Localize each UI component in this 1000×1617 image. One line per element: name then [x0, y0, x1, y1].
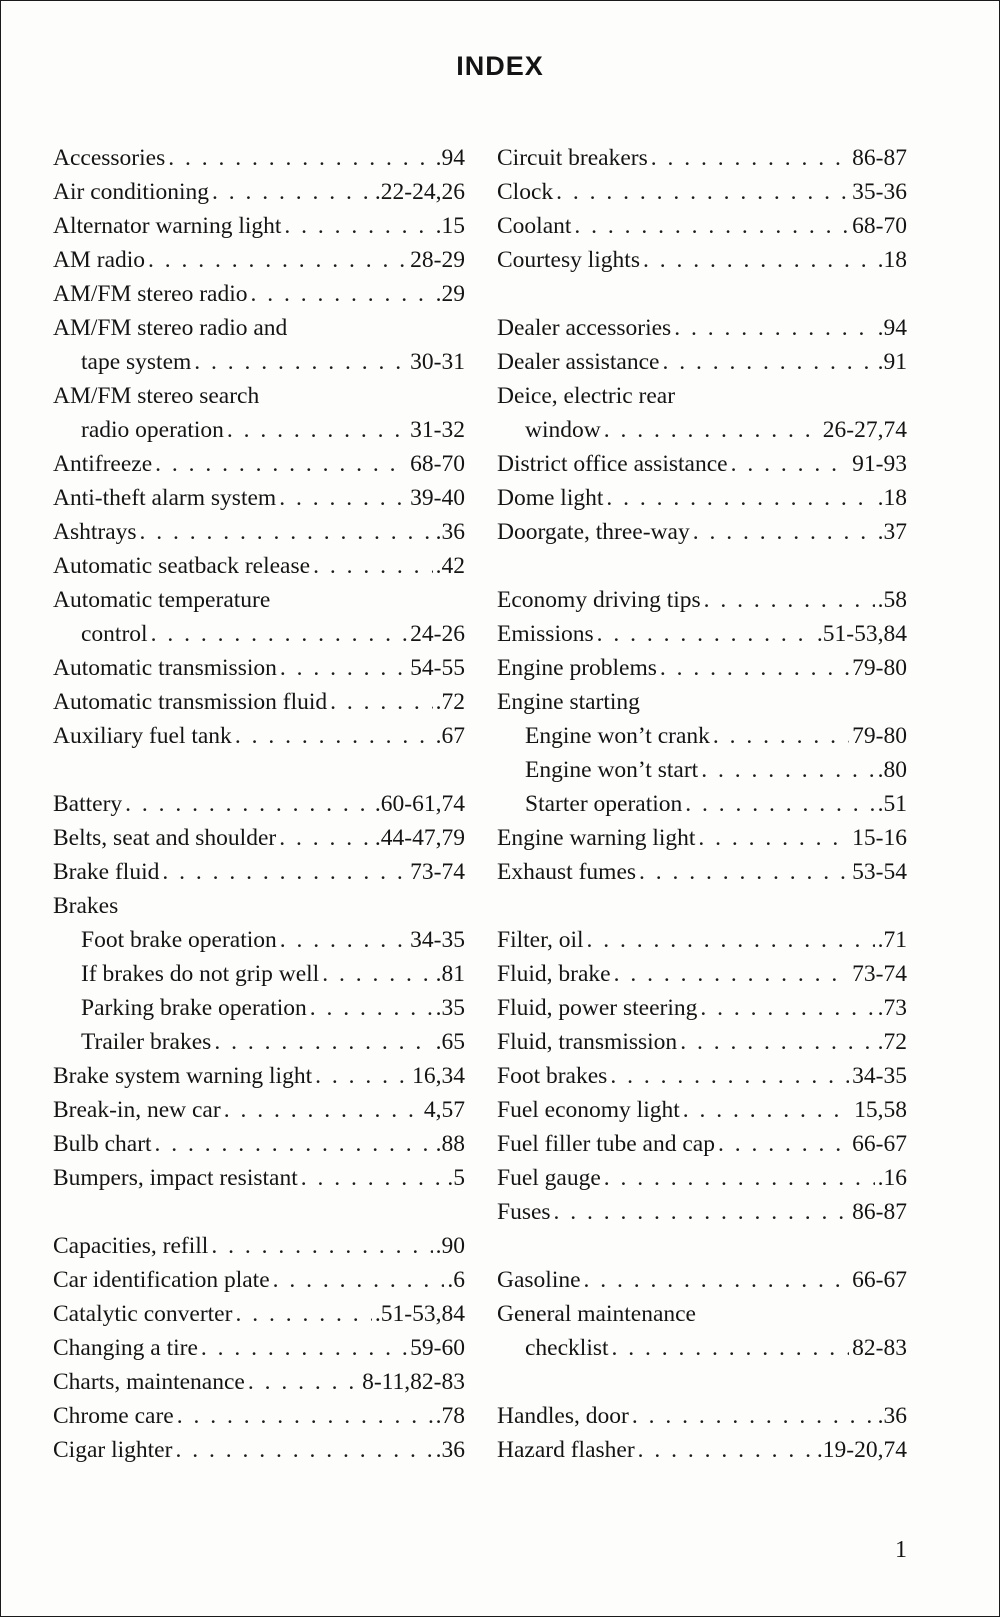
index-entry — [53, 1331, 465, 1365]
index-entry — [53, 481, 465, 515]
index-term: Dome light — [497, 485, 604, 511]
index-page-ref: .80 — [877, 757, 907, 783]
index-term: Anti-theft alarm system — [53, 485, 277, 511]
index-entry — [53, 175, 465, 209]
index-page-ref: 73-74 — [410, 859, 465, 885]
dot-leader — [614, 957, 850, 991]
dot-leader — [248, 1365, 359, 1399]
index-entry — [53, 719, 465, 753]
index-entry — [497, 379, 907, 413]
index-term: Filter, oil — [497, 927, 584, 953]
index-term: District office assistance — [497, 451, 728, 477]
index-page-ref: .88 — [435, 1131, 465, 1157]
index-entry — [53, 345, 465, 379]
index-entry — [53, 1399, 465, 1433]
index-page-ref: .94 — [435, 145, 465, 171]
dot-leader — [556, 175, 849, 209]
index-entry — [53, 617, 465, 651]
dot-leader — [235, 1297, 371, 1331]
index-entry — [53, 379, 465, 413]
index-entry — [53, 1059, 465, 1093]
index-page-ref: .5 — [447, 1165, 465, 1191]
index-page-ref: .37 — [877, 519, 907, 545]
index-term: Antifreeze — [53, 451, 153, 477]
dot-leader — [610, 1059, 849, 1093]
index-page-ref: .94 — [877, 315, 907, 341]
index-term: Exhaust fumes — [497, 859, 637, 885]
dot-leader — [280, 651, 407, 685]
index-term: Handles, door — [497, 1403, 629, 1429]
index-entry — [497, 583, 907, 617]
index-term: checklist — [525, 1335, 609, 1361]
dot-leader — [685, 787, 874, 821]
index-term: General maintenance — [497, 1301, 696, 1327]
index-term: Belts, seat and shoulder — [53, 825, 277, 851]
dot-leader — [273, 1263, 445, 1297]
index-page-ref: 34-35 — [410, 927, 465, 953]
dot-leader — [604, 1161, 875, 1195]
index-entry — [53, 1263, 465, 1297]
index-term: Fuel filler tube and cap — [497, 1131, 715, 1157]
index-page-ref: 30-31 — [410, 349, 465, 375]
dot-leader — [597, 617, 814, 651]
dot-leader — [662, 345, 874, 379]
index-page-ref: .6 — [447, 1267, 465, 1293]
index-page-ref: .42 — [435, 553, 465, 579]
index-term: Engine problems — [497, 655, 657, 681]
index-term: Dealer assistance — [497, 349, 660, 375]
index-entry — [53, 685, 465, 719]
index-spacer — [497, 549, 907, 583]
index-column-left — [53, 141, 465, 1467]
dot-leader — [279, 821, 372, 855]
index-term: Courtesy lights — [497, 247, 640, 273]
dot-leader — [704, 583, 875, 617]
index-entry — [497, 1127, 907, 1161]
index-term: Battery — [53, 791, 123, 817]
index-entry — [53, 651, 465, 685]
index-entry — [53, 277, 465, 311]
dot-leader — [674, 311, 874, 345]
index-page-ref: 86-87 — [852, 1199, 907, 1225]
index-term: Brake fluid — [53, 859, 160, 885]
index-term: Fluid, power steering — [497, 995, 698, 1021]
index-entry — [497, 1331, 907, 1365]
index-term: Bumpers, impact resistant — [53, 1165, 298, 1191]
index-page-ref: 86-87 — [852, 145, 907, 171]
index-entry — [53, 447, 465, 481]
dot-leader — [574, 209, 849, 243]
dot-leader — [177, 1399, 433, 1433]
index-entry — [53, 1025, 465, 1059]
dot-leader — [683, 1093, 851, 1127]
index-entry — [497, 311, 907, 345]
index-page-ref: 8-11,82-83 — [362, 1369, 465, 1395]
index-term: Economy driving tips — [497, 587, 701, 613]
dot-leader — [211, 1229, 432, 1263]
index-term: tape system — [81, 349, 192, 375]
index-page-ref: .72 — [435, 689, 465, 715]
index-page-ref: .35 — [435, 995, 465, 1021]
index-page-ref: .16 — [877, 1165, 907, 1191]
index-term: Engine starting — [497, 689, 640, 715]
index-entry — [497, 821, 907, 855]
dot-leader — [212, 175, 372, 209]
index-entry — [497, 345, 907, 379]
index-entry — [497, 787, 907, 821]
index-page-ref: .22-24,26 — [374, 179, 465, 205]
index-term: window — [525, 417, 601, 443]
index-page-ref: 91-93 — [852, 451, 907, 477]
index-term: Doorgate, three-way — [497, 519, 690, 545]
index-spacer — [497, 1365, 907, 1399]
index-entry — [497, 651, 907, 685]
index-term: Alternator warning light — [53, 213, 282, 239]
index-entry — [497, 209, 907, 243]
dot-leader — [162, 855, 407, 889]
index-entry — [497, 243, 907, 277]
index-term: Automatic seatback release — [53, 553, 311, 579]
index-page-ref: .51-53,84 — [374, 1301, 465, 1327]
dot-leader — [224, 1093, 421, 1127]
index-entry — [497, 719, 907, 753]
index-term: Capacities, refill — [53, 1233, 209, 1259]
index-spacer — [53, 753, 465, 787]
dot-leader — [606, 481, 874, 515]
index-entry — [53, 583, 465, 617]
index-entry — [53, 413, 465, 447]
index-page-ref: .51 — [877, 791, 907, 817]
index-entry — [53, 1433, 465, 1467]
index-entry — [497, 855, 907, 889]
index-term: Fuel economy light — [497, 1097, 680, 1123]
index-term: Fluid, transmission — [497, 1029, 678, 1055]
index-page-ref: 66-67 — [852, 1131, 907, 1157]
index-page-ref: 16,34 — [412, 1063, 465, 1089]
dot-leader — [651, 141, 849, 175]
index-entry — [53, 141, 465, 175]
index-term: Parking brake operation — [81, 995, 307, 1021]
index-entry — [53, 821, 465, 855]
index-term: Foot brake operation — [81, 927, 277, 953]
index-page-ref: .44-47,79 — [374, 825, 465, 851]
dot-leader — [313, 549, 433, 583]
index-page-ref: 54-55 — [410, 655, 465, 681]
index-page-ref: 31-32 — [410, 417, 465, 443]
index-entry — [53, 1365, 465, 1399]
index-entry — [497, 923, 907, 957]
index-entry — [53, 1127, 465, 1161]
dot-leader — [284, 209, 432, 243]
index-page-ref: 66-67 — [852, 1267, 907, 1293]
index-entry — [53, 1297, 465, 1331]
dot-leader — [322, 957, 432, 991]
index-term: Bulb chart — [53, 1131, 152, 1157]
index-term: If brakes do not grip well — [81, 961, 320, 987]
index-page-ref: .15 — [435, 213, 465, 239]
dot-leader — [227, 413, 407, 447]
index-page-ref: 53-54 — [852, 859, 907, 885]
index-entry — [497, 1093, 907, 1127]
index-term: radio operation — [81, 417, 224, 443]
index-term: Fluid, brake — [497, 961, 611, 987]
index-entry — [497, 991, 907, 1025]
dot-leader — [251, 277, 433, 311]
index-page-ref: 68-70 — [852, 213, 907, 239]
index-term: Car identification plate — [53, 1267, 270, 1293]
dot-leader — [701, 753, 874, 787]
index-term: Coolant — [497, 213, 572, 239]
dot-leader — [310, 991, 433, 1025]
dot-leader — [554, 1195, 850, 1229]
index-term: Starter operation — [525, 791, 683, 817]
index-entry — [497, 1059, 907, 1093]
index-entry — [497, 413, 907, 447]
index-term: Gasoline — [497, 1267, 581, 1293]
index-entry — [53, 311, 465, 345]
dot-leader — [235, 719, 433, 753]
index-term: Air conditioning — [53, 179, 209, 205]
index-page-ref: .60-61,74 — [374, 791, 465, 817]
index-term: Clock — [497, 179, 554, 205]
dot-leader — [315, 1059, 409, 1093]
index-entry — [53, 243, 465, 277]
index-spacer — [497, 1229, 907, 1263]
index-term: Dealer accessories — [497, 315, 672, 341]
index-page-ref: 73-74 — [852, 961, 907, 987]
index-page-ref: .81 — [435, 961, 465, 987]
dot-leader — [201, 1331, 407, 1365]
index-page-ref: 15,58 — [854, 1097, 907, 1123]
index-term: AM/FM stereo radio — [53, 281, 248, 307]
index-term: Engine won’t crank — [525, 723, 710, 749]
dot-leader — [604, 413, 820, 447]
index-term: Trailer brakes — [81, 1029, 212, 1055]
dot-leader — [660, 651, 849, 685]
index-page-ref: 26-27,74 — [822, 417, 907, 443]
index-entry — [497, 1297, 907, 1331]
index-entry — [53, 209, 465, 243]
index-page-ref: .18 — [877, 485, 907, 511]
index-entry — [497, 1263, 907, 1297]
index-page-ref: .73 — [877, 995, 907, 1021]
index-entry — [497, 685, 907, 719]
dot-leader — [693, 515, 875, 549]
index-term: Automatic temperature — [53, 587, 271, 613]
index-term: Fuel gauge — [497, 1165, 601, 1191]
dot-leader — [680, 1025, 874, 1059]
index-entry — [53, 549, 465, 583]
page-title: INDEX — [456, 51, 544, 81]
dot-leader — [632, 1399, 875, 1433]
index-page-ref: .29 — [435, 281, 465, 307]
index-term: Catalytic converter — [53, 1301, 233, 1327]
index-term: Circuit breakers — [497, 145, 648, 171]
index-page-ref: 79-80 — [852, 655, 907, 681]
dot-leader — [713, 719, 849, 753]
index-page-ref: 68-70 — [410, 451, 465, 477]
index-page-ref: 39-40 — [410, 485, 465, 511]
dot-leader — [584, 1263, 850, 1297]
index-spacer — [497, 277, 907, 311]
page-number: 1 — [895, 1537, 907, 1563]
index-entry — [497, 141, 907, 175]
index-term: Brakes — [53, 893, 119, 919]
index-entry — [497, 753, 907, 787]
index-page-ref: .36 — [435, 1437, 465, 1463]
index-page-ref: 24-26 — [410, 621, 465, 647]
index-entry — [53, 923, 465, 957]
index-entry — [53, 957, 465, 991]
index-term: AM/FM stereo radio and — [53, 315, 288, 341]
index-term: Engine won’t start — [525, 757, 699, 783]
index-page-ref: 79-80 — [852, 723, 907, 749]
index-page-ref: .78 — [435, 1403, 465, 1429]
index-page-ref: 82-83 — [852, 1335, 907, 1361]
index-spacer — [53, 1195, 465, 1229]
index-page-ref: .36 — [877, 1403, 907, 1429]
index-spacer — [497, 889, 907, 923]
dot-leader — [698, 821, 849, 855]
index-term: Changing a tire — [53, 1335, 198, 1361]
dot-leader — [140, 515, 433, 549]
index-page-ref: .67 — [435, 723, 465, 749]
index-page-ref: .36 — [435, 519, 465, 545]
index-entry — [497, 515, 907, 549]
index-entry — [53, 515, 465, 549]
index-entry — [497, 1399, 907, 1433]
index-page-ref: 28-29 — [410, 247, 465, 273]
index-entry — [497, 1433, 907, 1467]
index-entry — [497, 1025, 907, 1059]
index-page-ref: .18 — [877, 247, 907, 273]
index-entry — [497, 447, 907, 481]
index-page-ref: 35-36 — [852, 179, 907, 205]
index-page-ref: 15-16 — [852, 825, 907, 851]
index-term: AM radio — [53, 247, 146, 273]
dot-leader — [612, 1331, 850, 1365]
index-term: control — [81, 621, 148, 647]
index-page-ref: .58 — [877, 587, 907, 613]
index-term: Automatic transmission — [53, 655, 277, 681]
index-term: Fuses — [497, 1199, 551, 1225]
index-page-ref: .65 — [435, 1029, 465, 1055]
index-entry — [53, 1161, 465, 1195]
index-page-ref: 4,57 — [423, 1097, 465, 1123]
index-column-right — [497, 141, 907, 1467]
index-term: Foot brakes — [497, 1063, 608, 1089]
index-page-ref: 34-35 — [852, 1063, 907, 1089]
dot-leader — [155, 1127, 433, 1161]
index-entry — [497, 481, 907, 515]
index-term: Emissions — [497, 621, 594, 647]
dot-leader — [148, 243, 407, 277]
index-term: Auxiliary fuel tank — [53, 723, 232, 749]
dot-leader — [639, 855, 849, 889]
index-term: Hazard flasher — [497, 1437, 635, 1463]
dot-leader — [214, 1025, 432, 1059]
index-entry — [53, 855, 465, 889]
dot-leader — [279, 481, 407, 515]
index-entry — [53, 991, 465, 1025]
index-page-ref: .90 — [435, 1233, 465, 1259]
index-term: Charts, maintenance — [53, 1369, 245, 1395]
index-entry — [497, 617, 907, 651]
index-term: Brake system warning light — [53, 1063, 313, 1089]
index-entry — [497, 175, 907, 209]
index-term: Accessories — [53, 145, 166, 171]
index-page-ref: .19-20,74 — [816, 1437, 907, 1463]
index-page-ref: .72 — [877, 1029, 907, 1055]
dot-leader — [175, 1433, 432, 1467]
dot-leader — [700, 991, 874, 1025]
index-entry — [53, 1093, 465, 1127]
index-term: Engine warning light — [497, 825, 696, 851]
dot-leader — [155, 447, 407, 481]
index-entry — [53, 1229, 465, 1263]
dot-leader — [194, 345, 407, 379]
index-term: Deice, electric rear — [497, 383, 676, 409]
index-term: Ashtrays — [53, 519, 137, 545]
dot-leader — [718, 1127, 849, 1161]
index-page-ref: .91 — [877, 349, 907, 375]
index-entry — [497, 957, 907, 991]
dot-leader — [168, 141, 432, 175]
dot-leader — [151, 617, 408, 651]
index-entry — [53, 889, 465, 923]
dot-leader — [125, 787, 372, 821]
index-term: Break-in, new car — [53, 1097, 221, 1123]
index-entry — [53, 787, 465, 821]
dot-leader — [643, 243, 875, 277]
dot-leader — [330, 685, 432, 719]
index-term: AM/FM stereo search — [53, 383, 260, 409]
index-entry — [497, 1195, 907, 1229]
dot-leader — [587, 923, 875, 957]
index-term: Chrome care — [53, 1403, 174, 1429]
index-entry — [497, 1161, 907, 1195]
dot-leader — [280, 923, 407, 957]
index-page-ref: .51-53,84 — [816, 621, 907, 647]
index-term: Cigar lighter — [53, 1437, 173, 1463]
dot-leader — [638, 1433, 814, 1467]
dot-leader — [301, 1161, 445, 1195]
index-term: Automatic transmission fluid — [53, 689, 328, 715]
index-page-ref: .71 — [877, 927, 907, 953]
index-page-ref: 59-60 — [410, 1335, 465, 1361]
dot-leader — [731, 447, 850, 481]
